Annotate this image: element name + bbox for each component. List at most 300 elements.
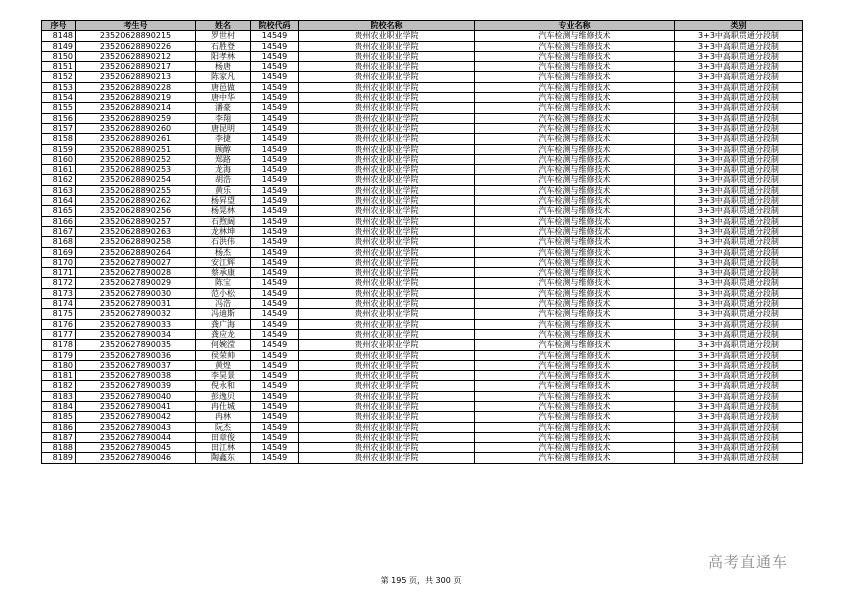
- cell-school-code: 14549: [251, 82, 299, 92]
- cell-school-name: 贵州农业职业学院: [299, 226, 475, 236]
- cell-school-code: 14549: [251, 72, 299, 82]
- table-row: [42, 278, 803, 288]
- cell-candidate-number: 23520628890254: [76, 175, 196, 185]
- cell-candidate-number: 23520628890228: [76, 82, 196, 92]
- cell-school-code: 14549: [251, 350, 299, 360]
- cell-candidate-number: 23520627890045: [76, 443, 196, 453]
- cell-serial: 8166: [42, 216, 76, 226]
- cell-category: 3+3中高职贯通分段制: [675, 412, 803, 422]
- cell-category: 3+3中高职贯通分段制: [675, 134, 803, 144]
- cell-name: 李昊景: [196, 371, 251, 381]
- cell-name: 陶鑫东: [196, 453, 251, 463]
- table-row: [42, 257, 803, 267]
- table-row: [42, 319, 803, 329]
- header-category: 类别: [675, 21, 803, 31]
- table-row: [42, 165, 803, 175]
- cell-name: 石煦阔: [196, 216, 251, 226]
- cell-serial: 8188: [42, 443, 76, 453]
- cell-category: 3+3中高职贯通分段制: [675, 41, 803, 51]
- cell-name: 顾醇: [196, 144, 251, 154]
- cell-serial: 8182: [42, 381, 76, 391]
- cell-category: 3+3中高职贯通分段制: [675, 93, 803, 103]
- cell-candidate-number: 23520628890213: [76, 72, 196, 82]
- cell-serial: 8179: [42, 350, 76, 360]
- cell-category: 3+3中高职贯通分段制: [675, 31, 803, 41]
- cell-name: 罗世村: [196, 31, 251, 41]
- cell-school-name: 贵州农业职业学院: [299, 412, 475, 422]
- cell-school-name: 贵州农业职业学院: [299, 443, 475, 453]
- cell-major-name: 汽车检测与维修技术: [475, 196, 675, 206]
- table-row: [42, 123, 803, 133]
- cell-major-name: 汽车检测与维修技术: [475, 103, 675, 113]
- table-row: [42, 62, 803, 72]
- cell-school-name: 贵州农业职业学院: [299, 206, 475, 216]
- cell-serial: 8174: [42, 299, 76, 309]
- cell-candidate-number: 23520627890039: [76, 381, 196, 391]
- cell-major-name: 汽车检测与维修技术: [475, 309, 675, 319]
- cell-candidate-number: 23520627890044: [76, 432, 196, 442]
- cell-school-name: 贵州农业职业学院: [299, 165, 475, 175]
- cell-serial: 8159: [42, 144, 76, 154]
- header-school-name: 院校名称: [299, 21, 475, 31]
- cell-candidate-number: 23520628890256: [76, 206, 196, 216]
- cell-name: 田江林: [196, 443, 251, 453]
- table-row: [42, 401, 803, 411]
- cell-category: 3+3中高职贯通分段制: [675, 237, 803, 247]
- table-row: [42, 432, 803, 442]
- cell-school-name: 贵州农业职业学院: [299, 175, 475, 185]
- table-row: [42, 144, 803, 154]
- cell-candidate-number: 23520628890258: [76, 237, 196, 247]
- cell-school-name: 贵州农业职业学院: [299, 309, 475, 319]
- cell-serial: 8185: [42, 412, 76, 422]
- cell-school-code: 14549: [251, 185, 299, 195]
- cell-major-name: 汽车检测与维修技术: [475, 113, 675, 123]
- cell-serial: 8162: [42, 175, 76, 185]
- cell-category: 3+3中高职贯通分段制: [675, 278, 803, 288]
- cell-name: 倪永和: [196, 381, 251, 391]
- cell-school-code: 14549: [251, 278, 299, 288]
- cell-candidate-number: 23520628890253: [76, 165, 196, 175]
- cell-serial: 8176: [42, 319, 76, 329]
- cell-category: 3+3中高职贯通分段制: [675, 340, 803, 350]
- cell-candidate-number: 23520628890257: [76, 216, 196, 226]
- cell-major-name: 汽车检测与维修技术: [475, 319, 675, 329]
- cell-school-name: 贵州农业职业学院: [299, 360, 475, 370]
- cell-school-name: 贵州农业职业学院: [299, 134, 475, 144]
- cell-school-name: 贵州农业职业学院: [299, 401, 475, 411]
- watermark-text: 高考直通车: [708, 553, 789, 571]
- cell-school-code: 14549: [251, 401, 299, 411]
- cell-school-name: 贵州农业职业学院: [299, 381, 475, 391]
- cell-serial: 8149: [42, 41, 76, 51]
- cell-school-name: 贵州农业职业学院: [299, 257, 475, 267]
- cell-school-name: 贵州农业职业学院: [299, 185, 475, 195]
- cell-school-code: 14549: [251, 237, 299, 247]
- header-school-code: 院校代码: [251, 21, 299, 31]
- table-body: [42, 31, 803, 463]
- cell-category: 3+3中高职贯通分段制: [675, 360, 803, 370]
- cell-name: 蔡承康: [196, 268, 251, 278]
- cell-candidate-number: 23520627890032: [76, 309, 196, 319]
- cell-school-code: 14549: [251, 247, 299, 257]
- table-row: [42, 196, 803, 206]
- cell-serial: 8168: [42, 237, 76, 247]
- cell-serial: 8155: [42, 103, 76, 113]
- cell-school-name: 贵州农业职业学院: [299, 391, 475, 401]
- cell-major-name: 汽车检测与维修技术: [475, 381, 675, 391]
- table-row: [42, 299, 803, 309]
- cell-candidate-number: 23520627890033: [76, 319, 196, 329]
- cell-category: 3+3中高职贯通分段制: [675, 185, 803, 195]
- cell-category: 3+3中高职贯通分段制: [675, 432, 803, 442]
- cell-serial: 8165: [42, 206, 76, 216]
- table-row: [42, 247, 803, 257]
- cell-school-code: 14549: [251, 443, 299, 453]
- cell-major-name: 汽车检测与维修技术: [475, 257, 675, 267]
- cell-name: 阳孝林: [196, 51, 251, 61]
- cell-serial: 8154: [42, 93, 76, 103]
- cell-school-name: 贵州农业职业学院: [299, 340, 475, 350]
- cell-category: 3+3中高职贯通分段制: [675, 401, 803, 411]
- table-row: [42, 288, 803, 298]
- table-row: [42, 422, 803, 432]
- table-row: [42, 268, 803, 278]
- cell-category: 3+3中高职贯通分段制: [675, 175, 803, 185]
- cell-serial: 8172: [42, 278, 76, 288]
- cell-candidate-number: 23520628890255: [76, 185, 196, 195]
- cell-name: 冉仕城: [196, 401, 251, 411]
- cell-category: 3+3中高职贯通分段制: [675, 299, 803, 309]
- cell-category: 3+3中高职贯通分段制: [675, 82, 803, 92]
- cell-serial: 8181: [42, 371, 76, 381]
- cell-school-name: 贵州农业职业学院: [299, 72, 475, 82]
- cell-name: 冉林: [196, 412, 251, 422]
- cell-candidate-number: 23520628890217: [76, 62, 196, 72]
- cell-candidate-number: 23520628890259: [76, 113, 196, 123]
- cell-serial: 8167: [42, 226, 76, 236]
- cell-candidate-number: 23520628890212: [76, 51, 196, 61]
- cell-category: 3+3中高职贯通分段制: [675, 62, 803, 72]
- cell-serial: 8186: [42, 422, 76, 432]
- cell-category: 3+3中高职贯通分段制: [675, 309, 803, 319]
- cell-major-name: 汽车检测与维修技术: [475, 401, 675, 411]
- table-row: [42, 309, 803, 319]
- cell-category: 3+3中高职贯通分段制: [675, 257, 803, 267]
- cell-school-name: 贵州农业职业学院: [299, 41, 475, 51]
- cell-school-name: 贵州农业职业学院: [299, 216, 475, 226]
- cell-major-name: 汽车检测与维修技术: [475, 268, 675, 278]
- cell-school-name: 贵州农业职业学院: [299, 113, 475, 123]
- cell-school-code: 14549: [251, 165, 299, 175]
- cell-name: 唐中华: [196, 93, 251, 103]
- cell-candidate-number: 23520628890219: [76, 93, 196, 103]
- cell-major-name: 汽车检测与维修技术: [475, 360, 675, 370]
- cell-category: 3+3中高职贯通分段制: [675, 144, 803, 154]
- cell-major-name: 汽车检测与维修技术: [475, 216, 675, 226]
- cell-school-code: 14549: [251, 123, 299, 133]
- cell-name: 安江辉: [196, 257, 251, 267]
- cell-candidate-number: 23520627890046: [76, 453, 196, 463]
- cell-major-name: 汽车检测与维修技术: [475, 144, 675, 154]
- cell-major-name: 汽车检测与维修技术: [475, 31, 675, 41]
- cell-major-name: 汽车检测与维修技术: [475, 278, 675, 288]
- table-row: [42, 237, 803, 247]
- cell-major-name: 汽车检测与维修技术: [475, 226, 675, 236]
- cell-school-name: 贵州农业职业学院: [299, 82, 475, 92]
- cell-candidate-number: 23520628890215: [76, 31, 196, 41]
- cell-candidate-number: 23520628890264: [76, 247, 196, 257]
- cell-school-code: 14549: [251, 206, 299, 216]
- cell-candidate-number: 23520627890036: [76, 350, 196, 360]
- table-row: [42, 350, 803, 360]
- cell-candidate-number: 23520627890043: [76, 422, 196, 432]
- admission-table-container: [41, 20, 802, 464]
- cell-school-code: 14549: [251, 62, 299, 72]
- cell-school-name: 贵州农业职业学院: [299, 154, 475, 164]
- cell-major-name: 汽车检测与维修技术: [475, 443, 675, 453]
- cell-serial: 8164: [42, 196, 76, 206]
- cell-serial: 8170: [42, 257, 76, 267]
- table-row: [42, 175, 803, 185]
- cell-school-code: 14549: [251, 93, 299, 103]
- cell-candidate-number: 23520627890038: [76, 371, 196, 381]
- cell-category: 3+3中高职贯通分段制: [675, 154, 803, 164]
- table-row: [42, 226, 803, 236]
- admission-table: [41, 20, 803, 464]
- table-row: [42, 443, 803, 453]
- cell-school-code: 14549: [251, 360, 299, 370]
- cell-school-name: 贵州农业职业学院: [299, 62, 475, 72]
- cell-school-name: 贵州农业职业学院: [299, 371, 475, 381]
- cell-school-code: 14549: [251, 144, 299, 154]
- cell-major-name: 汽车检测与维修技术: [475, 288, 675, 298]
- cell-name: 龚广海: [196, 319, 251, 329]
- cell-major-name: 汽车检测与维修技术: [475, 41, 675, 51]
- cell-school-name: 贵州农业职业学院: [299, 299, 475, 309]
- cell-serial: 8156: [42, 113, 76, 123]
- cell-school-code: 14549: [251, 299, 299, 309]
- cell-name: 黄乐: [196, 185, 251, 195]
- cell-serial: 8160: [42, 154, 76, 164]
- cell-school-name: 贵州农业职业学院: [299, 123, 475, 133]
- header-major-name: 专业名称: [475, 21, 675, 31]
- table-row: [42, 103, 803, 113]
- cell-major-name: 汽车检测与维修技术: [475, 93, 675, 103]
- header-serial: 序号: [42, 21, 76, 31]
- table-row: [42, 41, 803, 51]
- cell-category: 3+3中高职贯通分段制: [675, 216, 803, 226]
- cell-school-code: 14549: [251, 432, 299, 442]
- cell-serial: 8171: [42, 268, 76, 278]
- cell-serial: 8158: [42, 134, 76, 144]
- cell-category: 3+3中高职贯通分段制: [675, 113, 803, 123]
- cell-school-code: 14549: [251, 329, 299, 339]
- cell-category: 3+3中高职贯通分段制: [675, 206, 803, 216]
- cell-major-name: 汽车检测与维修技术: [475, 134, 675, 144]
- cell-school-code: 14549: [251, 103, 299, 113]
- cell-school-code: 14549: [251, 226, 299, 236]
- cell-school-code: 14549: [251, 371, 299, 381]
- cell-school-name: 贵州农业职业学院: [299, 247, 475, 257]
- cell-category: 3+3中高职贯通分段制: [675, 422, 803, 432]
- cell-candidate-number: 23520627890041: [76, 401, 196, 411]
- cell-name: 杨唐: [196, 62, 251, 72]
- cell-name: 黄煌: [196, 360, 251, 370]
- cell-major-name: 汽车检测与维修技术: [475, 391, 675, 401]
- cell-major-name: 汽车检测与维修技术: [475, 82, 675, 92]
- cell-candidate-number: 23520627890040: [76, 391, 196, 401]
- table-row: [42, 360, 803, 370]
- cell-category: 3+3中高职贯通分段制: [675, 196, 803, 206]
- cell-school-code: 14549: [251, 319, 299, 329]
- cell-name: 何婉滢: [196, 340, 251, 350]
- table-row: [42, 340, 803, 350]
- cell-major-name: 汽车检测与维修技术: [475, 329, 675, 339]
- table-row: [42, 216, 803, 226]
- cell-school-code: 14549: [251, 51, 299, 61]
- cell-category: 3+3中高职贯通分段制: [675, 329, 803, 339]
- table-row: [42, 453, 803, 463]
- cell-candidate-number: 23520628890261: [76, 134, 196, 144]
- cell-category: 3+3中高职贯通分段制: [675, 319, 803, 329]
- cell-name: 胡浩: [196, 175, 251, 185]
- cell-name: 唐邑做: [196, 82, 251, 92]
- cell-major-name: 汽车检测与维修技术: [475, 247, 675, 257]
- cell-school-code: 14549: [251, 412, 299, 422]
- cell-name: 石洪伟: [196, 237, 251, 247]
- cell-major-name: 汽车检测与维修技术: [475, 51, 675, 61]
- cell-school-code: 14549: [251, 422, 299, 432]
- cell-major-name: 汽车检测与维修技术: [475, 72, 675, 82]
- table-row: [42, 113, 803, 123]
- cell-major-name: 汽车检测与维修技术: [475, 154, 675, 164]
- cell-school-code: 14549: [251, 391, 299, 401]
- cell-candidate-number: 23520627890037: [76, 360, 196, 370]
- cell-candidate-number: 23520627890030: [76, 288, 196, 298]
- cell-category: 3+3中高职贯通分段制: [675, 247, 803, 257]
- cell-name: 冯浩: [196, 299, 251, 309]
- cell-major-name: 汽车检测与维修技术: [475, 299, 675, 309]
- cell-major-name: 汽车检测与维修技术: [475, 237, 675, 247]
- cell-school-name: 贵州农业职业学院: [299, 453, 475, 463]
- cell-school-name: 贵州农业职业学院: [299, 278, 475, 288]
- cell-candidate-number: 23520628890214: [76, 103, 196, 113]
- table-row: [42, 82, 803, 92]
- cell-name: 龚应龙: [196, 329, 251, 339]
- cell-major-name: 汽车检测与维修技术: [475, 422, 675, 432]
- cell-name: 龙海: [196, 165, 251, 175]
- cell-serial: 8183: [42, 391, 76, 401]
- cell-school-code: 14549: [251, 340, 299, 350]
- table-row: [42, 412, 803, 422]
- cell-name: 范小松: [196, 288, 251, 298]
- cell-name: 侯荣帅: [196, 350, 251, 360]
- cell-candidate-number: 23520628890263: [76, 226, 196, 236]
- cell-serial: 8161: [42, 165, 76, 175]
- cell-major-name: 汽车检测与维修技术: [475, 340, 675, 350]
- cell-school-name: 贵州农业职业学院: [299, 268, 475, 278]
- cell-serial: 8180: [42, 360, 76, 370]
- cell-school-code: 14549: [251, 381, 299, 391]
- cell-school-name: 贵州农业职业学院: [299, 196, 475, 206]
- cell-candidate-number: 23520628890260: [76, 123, 196, 133]
- cell-serial: 8187: [42, 432, 76, 442]
- cell-name: 石胜登: [196, 41, 251, 51]
- cell-school-name: 贵州农业职业学院: [299, 144, 475, 154]
- cell-major-name: 汽车检测与维修技术: [475, 350, 675, 360]
- cell-school-code: 14549: [251, 31, 299, 41]
- cell-category: 3+3中高职贯通分段制: [675, 103, 803, 113]
- table-row: [42, 134, 803, 144]
- cell-school-name: 贵州农业职业学院: [299, 350, 475, 360]
- table-row: [42, 206, 803, 216]
- cell-school-code: 14549: [251, 196, 299, 206]
- cell-candidate-number: 23520628890262: [76, 196, 196, 206]
- cell-candidate-number: 23520627890042: [76, 412, 196, 422]
- cell-category: 3+3中高职贯通分段制: [675, 165, 803, 175]
- table-row: [42, 72, 803, 82]
- cell-category: 3+3中高职贯通分段制: [675, 391, 803, 401]
- cell-school-name: 贵州农业职业学院: [299, 31, 475, 41]
- cell-major-name: 汽车检测与维修技术: [475, 165, 675, 175]
- cell-major-name: 汽车检测与维修技术: [475, 206, 675, 216]
- cell-category: 3+3中高职贯通分段制: [675, 72, 803, 82]
- cell-category: 3+3中高职贯通分段制: [675, 226, 803, 236]
- cell-major-name: 汽车检测与维修技术: [475, 412, 675, 422]
- table-row: [42, 381, 803, 391]
- cell-candidate-number: 23520628890252: [76, 154, 196, 164]
- cell-serial: 8157: [42, 123, 76, 133]
- cell-category: 3+3中高职贯通分段制: [675, 123, 803, 133]
- cell-candidate-number: 23520628890251: [76, 144, 196, 154]
- cell-name: 阮杰: [196, 422, 251, 432]
- cell-major-name: 汽车检测与维修技术: [475, 62, 675, 72]
- cell-name: 陈家凡: [196, 72, 251, 82]
- cell-name: 唐昆明: [196, 123, 251, 133]
- cell-name: 潘豪: [196, 103, 251, 113]
- cell-candidate-number: 23520627890035: [76, 340, 196, 350]
- cell-school-name: 贵州农业职业学院: [299, 51, 475, 61]
- cell-serial: 8184: [42, 401, 76, 411]
- cell-school-code: 14549: [251, 268, 299, 278]
- cell-serial: 8189: [42, 453, 76, 463]
- table-row: [42, 391, 803, 401]
- cell-name: 陈宝: [196, 278, 251, 288]
- cell-school-code: 14549: [251, 134, 299, 144]
- cell-serial: 8151: [42, 62, 76, 72]
- cell-candidate-number: 23520627890031: [76, 299, 196, 309]
- table-row: [42, 93, 803, 103]
- page-footer: 第 195 页，共 300 页: [380, 576, 462, 585]
- cell-category: 3+3中高职贯通分段制: [675, 268, 803, 278]
- table-header-row: [42, 21, 803, 31]
- cell-candidate-number: 23520627890029: [76, 278, 196, 288]
- cell-school-code: 14549: [251, 453, 299, 463]
- cell-name: 田章俊: [196, 432, 251, 442]
- header-name: 姓名: [196, 21, 251, 31]
- cell-serial: 8152: [42, 72, 76, 82]
- cell-category: 3+3中高职贯通分段制: [675, 453, 803, 463]
- cell-school-code: 14549: [251, 257, 299, 267]
- cell-school-code: 14549: [251, 113, 299, 123]
- cell-school-code: 14549: [251, 175, 299, 185]
- cell-category: 3+3中高职贯通分段制: [675, 371, 803, 381]
- cell-school-name: 贵州农业职业学院: [299, 432, 475, 442]
- cell-category: 3+3中高职贯通分段制: [675, 381, 803, 391]
- cell-serial: 8153: [42, 82, 76, 92]
- cell-serial: 8163: [42, 185, 76, 195]
